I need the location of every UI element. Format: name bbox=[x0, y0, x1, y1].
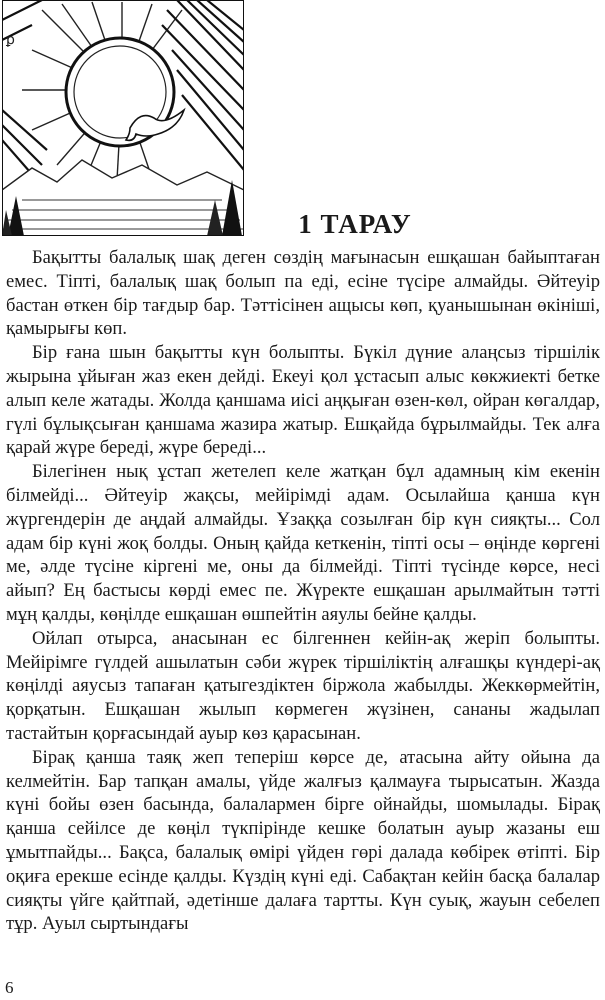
chapter-illustration bbox=[2, 0, 244, 236]
paragraph: Бақытты балалық шақ деген сөздің мағынасын ешқашан байыптаған емес. Тіпті, балалық шақ болып па еді, есіне түсіре алмайды. Әйтеуір бастан өткен бір тағдыр бар. Тәттісінен ащысы көп, қуанышынан өкініші, қамырығы көп. bbox=[6, 247, 600, 340]
body-text bbox=[6, 246, 600, 936]
paragraph: Білегінен нық ұстап жетелеп келе жатқан бұл адамның кім екенін білмейді... Әйтеуір жақсы, мейірімді адам. Осылайша қанша күн жүргендерін де аңдай алмайды. Ұзаққа созылған бір күн сияқты... Сол адам бір күні жоқ болды. Оның қайда кеткенін, тіпті осы – өңінде көргені ме, әлде түсіне кіргені ме, оны да білмейді. Тіпті түсінде көрсе, несі айып? Ең бастысы көрді емес пе. Жүректе ешқашан арылмайтын тәтті мұң қалды, көңілде ешқашан өшпейтін аяулы бейне қалды. bbox=[6, 461, 600, 625]
paragraph: Бір ғана шын бақытты күн болыпты. Бүкіл дүние алаңсыз тіршілік жырына ұйыған жаз екен дейді. Екеуі қол ұстасып алыс көкжиекті бетке алып келе жатады. Жолда қаншама иісі аңқыған өзен-көл, ойран көгалдар, гүлі бұлықсыған қаншама жазира жатыр. Ешқайда бұрылмайды. Тек алға қарай жүре береді, жүре береді... bbox=[6, 342, 600, 459]
chapter-title: 1 ТАРАУ bbox=[298, 209, 412, 239]
paragraph: Бірақ қанша таяқ жеп теперіш көрсе де, атасына айту ойына да келмейтін. Бар тапқан амалы, үйде жалғыз қалмауға тырысатын. Жазда күні бойы өзен басында, балалармен бірге ойнайды, шомылады. Бірақ қанша сейілсе де көңіл түкпірінде кешке болатын ауыр жазаны еш ұмытпайды... Бақса, балалық өмірі үйден гөрі далада көбірек өтіпті. Бір оқиға ерекше есінде қалды. Күздің күні еді. Сабақтан кейін басқа балалар сияқты үйге қайтпай, әдетінше далаға тартты. Күн суық, жауын себелеп тұр. Ауыл сыртындағы bbox=[6, 746, 600, 935]
paragraph: Ойлап отырса, анасынан ес білгеннен кейін-ақ жеріп болыпты. Мейірімге гүлдей ашылатын сәби жүрек тіршіліктің алғашқы күндері-ақ көңілді аяусыз тапаған қатыгездіктен біржола жабылды. Жеккөрмейтін, қорқатын. Ешқашан жылып көрмеген жүзінен, сананы жадылап тастайтын қорғасындай ауыр көз қарасынан. bbox=[6, 627, 600, 744]
svg-text:ꝑ: ꝑ bbox=[6, 32, 15, 48]
sun-swan-illustration-icon bbox=[2, 0, 244, 236]
page-number: 6 bbox=[5, 978, 14, 997]
